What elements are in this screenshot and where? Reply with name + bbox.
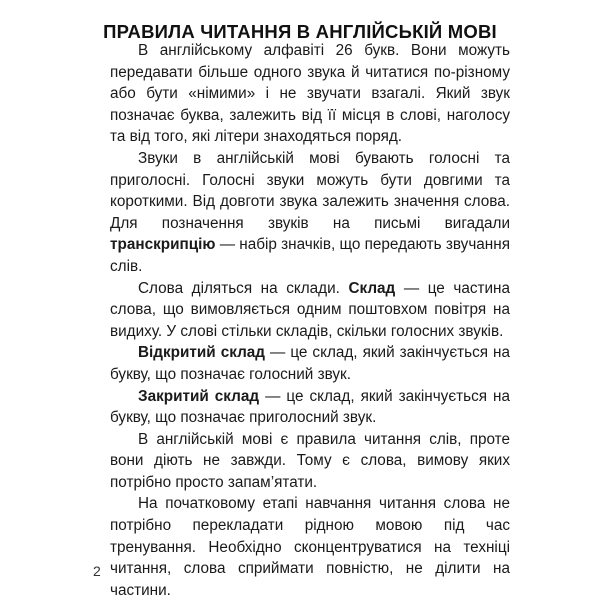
bold-term: транскрипцію <box>110 236 216 254</box>
paragraph <box>110 148 510 278</box>
paragraph: В англійському алфавіті 26 букв. Вони можуть передавати більше одного звука й читатися по-різному або бути «німими» і не звучати взагалі. Який звук позначає буква, залежить від її місця в слові, наголосу та від того, які літери знаходяться поряд. <box>110 42 510 146</box>
paragraph <box>110 278 510 343</box>
bold-term: Відкритий склад <box>138 344 266 362</box>
page-title: ПРАВИЛА ЧИТАННЯ В АНГЛІЙСЬКІЙ МОВІ <box>103 21 497 43</box>
text-run: Звуки в англійській мові бувають голосні та приголосні. Голосні звуки можуть бути довгими та короткими. Від довготи звука залежить значення слова. Для позначення звуків на письмі вигадали <box>110 149 510 232</box>
bold-term: Закритий склад <box>138 387 260 405</box>
paragraph <box>110 342 510 385</box>
paragraph: На початковому етапі навчання читання слова не потрібно перекладати рідною мовою під час тренування. Необхідно сконцентруватися на техніці читання, слова сприймати повністю, не ділити на частини. <box>110 495 510 599</box>
text-run: Слова діляться на склади. <box>138 279 349 297</box>
text-run: — це склад, який закінчується на букву, що позначає голосний звук. <box>110 344 510 383</box>
body-text-column <box>110 40 510 601</box>
bold-term: Склад <box>348 279 396 297</box>
paragraph: В англійській мові є правила читання слів, проте вони діють не завжди. Тому є слова, вимову яких потрібно просто запам’ятати. <box>110 430 510 491</box>
text-run: — набір значків, що передають звучання слів. <box>110 236 510 275</box>
page-number: 2 <box>93 563 101 579</box>
text-run: — це склад, який закінчується на букву, що позначає приголосний звук. <box>110 387 510 427</box>
paragraph <box>110 386 510 429</box>
text-run: — це частина слова, що вимовляється одним поштовхом повітря на видиху. У слові стільки складів, скільки голосних звуків. <box>110 279 510 340</box>
